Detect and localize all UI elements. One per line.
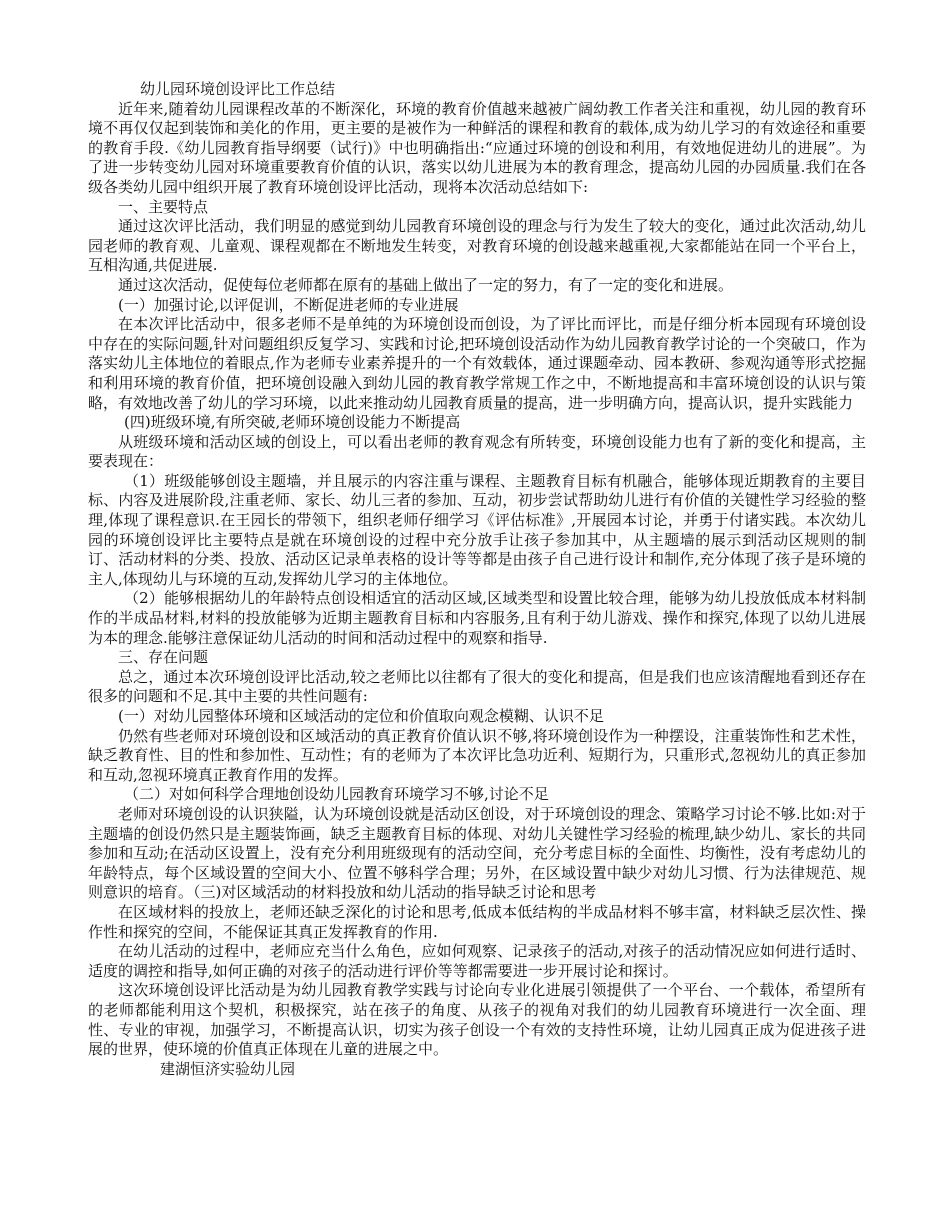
class-environment-paragraph-3: （2）能够根据幼儿的年龄特点创设相适宜的活动区域,区域类型和设置比较合理，能够为幼儿投放低成本材料制作的半成品材料,材料的投放能够为近期主题教育目标和内容服务,且有利于幼儿游戏、操作和探究,体现了以幼儿进展为本的理念.能够注意保证幼儿活动的时间和活动过程中的观察和指导. (88, 589, 866, 647)
problem-2-paragraph: 老师对环境创设的认识狭隘，认为环境创设就是活动区创设，对于环境创设的理念、策略学习讨论不够.比如:对于主题墙的创设仍然只是主题装饰画，缺乏主题教育目标的体现、对幼儿关键性学习经验的梳理,缺少幼儿、家长的共同参加和互动;在活动区设置上，没有充分利用班级现有的活动空间，充分考虑目标的全面性、均衡性，没有考虑幼儿的年龄特点，每个区域设置的空间大小、位置不够科学合理；另外，在区域设置中缺少对幼儿习惯、行为法律规范、规则意识的培育。（三)对区域活动的材料投放和幼儿活动的指导缺乏讨论和思考 (88, 804, 866, 902)
discussion-paragraph: 在本次评比活动中，很多老师不是单纯的为环境创设而创设，为了评比而评比，而是仔细分析本园现有环境创设中存在的实际问题,针对问题组织反复学习、实践和讨论,把环境创设活动作为幼儿园教育教学讨论的一个突破口，作为落实幼儿主体地位的着眼点,作为老师专业素养提升的一个有效载体，通过课题牵动、园本教研、参观沟通等形式挖掘和利用环境的教育价值，把环境创设融入到幼儿园的教育教学常规工作之中，不断地提高和丰富环境创设的认识与策略，有效地改善了幼儿的学习环境，以此来推动幼儿园教育质量的提高，进一步明确方向，提高认识，提升实践能力 (88, 315, 866, 412)
closing-paragraph: 这次环境创设评比活动是为幼儿园教育教学实践与讨论向专业化进展引领提供了一个平台、一个载体，希望所有的老师都能利用这个契机，积极探究，站在孩子的角度、从孩子的视角对我们的幼儿园教育环境进行一次全面、理性、专业的审视，加强学习，不断提高认识，切实为孩子创设一个有效的支持性环境，让幼儿园真正成为促进孩子进展的世界，使环境的价值真正体现在儿童的进展之中。 (88, 981, 866, 1059)
class-environment-paragraph-1: 从班级环境和活动区域的创设上，可以看出老师的教育观念有所转变，环境创设能力也有了新的变化和提高，主要表现在： (88, 432, 866, 471)
document-title: 幼儿园环境创设评比工作总结 (140, 80, 336, 98)
problem-1-paragraph: 仍然有些老师对环境创设和区域活动的真正教育价值认识不够,将环境创设作为一种摆设，注重装饰性和艺术性，缺乏教育性、目的性和参加性、互动性；有的老师为了本次评比急功近利、短期行为，只重形式,忽视幼儿的真正参加和互动,忽视环境真正教育作用的发挥。 (88, 726, 866, 784)
intro-paragraph: 近年来,随着幼儿园课程改革的不断深化，环境的教育价值越来越被广阔幼教工作者关注和重视，幼儿园的教育环境不再仅仅起到装饰和美化的作用，更主要的是被作为一种鲜活的课程和教育的载体,成为幼儿学习的有效途径和重要的教育手段.《幼儿园教育指导纲要（试行)》中也明确指出:“应通过环境的创设和利用，有效地促进幼儿的进展”。为了进一步转变幼儿园对环境重要教育价值的认识，落实以幼儿进展为本的教育理念，提高幼儿园的办园质量.我们在各级各类幼儿园中组织开展了教育环境创设评比活动，现将本次活动总结如下: (88, 99, 866, 196)
subheading-problem-2: （二）对如何科学合理地创设幼儿园教育环境学习不够,讨论不足 (124, 785, 549, 804)
features-paragraph-1: 通过这次评比活动，我们明显的感觉到幼儿园教育环境创设的理念与行为发生了较大的变化，通过此次活动,幼儿园老师的教育观、儿童观、课程观都在不断地发生转变，对教育环境的创设越来越重视,大家都能站在同一个平台上，互相沟通,共促进展. (88, 217, 866, 275)
problems-paragraph: 总之，通过本次环境创设评比活动,较之老师比以往都有了很大的变化和提高，但是我们也应该清醒地看到还存在很多的问题和不足.其中主要的共性问题有: (88, 667, 866, 706)
signature: 建湖恒济实验幼儿园 (160, 1059, 296, 1078)
subheading-class-environment: (四)班级环境,有所突破,老师环境创设能力不断提高 (124, 413, 461, 432)
problem-3-paragraph-1: 在区域材料的投放上，老师还缺乏深化的讨论和思考,低成本低结构的半成品材料不够丰富，材料缺乏层次性、操作性和探究的空间，不能保证其真正发挥教育的作用. (88, 902, 866, 941)
section-heading-problems: 三、存在问题 (118, 648, 209, 667)
subheading-problem-1: (一）对幼儿园整体环境和区域活动的定位和价值取向观念模糊、认识不足 (118, 707, 604, 725)
problem-3-paragraph-2: 在幼儿活动的过程中，老师应充当什么角色，应如何观察、记录孩子的活动,对孩子的活动情况应如何进行适时、适度的调控和指导,如何正确的对孩子的活动进行评价等等都需要进一步开展讨论和探讨。 (88, 942, 866, 980)
features-paragraph-2: 通过这次活动，促使每位老师都在原有的基础上做出了一定的努力，有了一定的变化和进展。 (118, 275, 734, 294)
section-heading-features: 一、主要特点 (118, 197, 209, 216)
subheading-discussion: (一）加强讨论,以评促训，不断促进老师的专业进展 (118, 295, 459, 314)
document-body (88, 80, 866, 1079)
class-environment-paragraph-2: （1）班级能够创设主题墙，并且展示的内容注重与课程、主题教育目标有机融合，能够体现近期教育的主要目标、内容及进展阶段,注重老师、家长、幼儿三者的参加、互动，初步尝试帮助幼儿进行有价值的关键性学习经验的整理,体现了课程意识.在王园长的带领下，组织老师仔细学习《评估标准》,开展园本讨论，并勇于付诸实践。本次幼儿园的环境创设评比主要特点是就在环境创设的过程中充分放手让孩子参加其中，从主题墙的展示到活动区规则的制订、活动材料的分类、投放、活动区记录单表格的设计等等都是由孩子自己进行设计和制作,充分体现了孩子是环境的主人,体现幼儿与环境的互动,发挥幼儿学习的主体地位。 (88, 471, 866, 588)
